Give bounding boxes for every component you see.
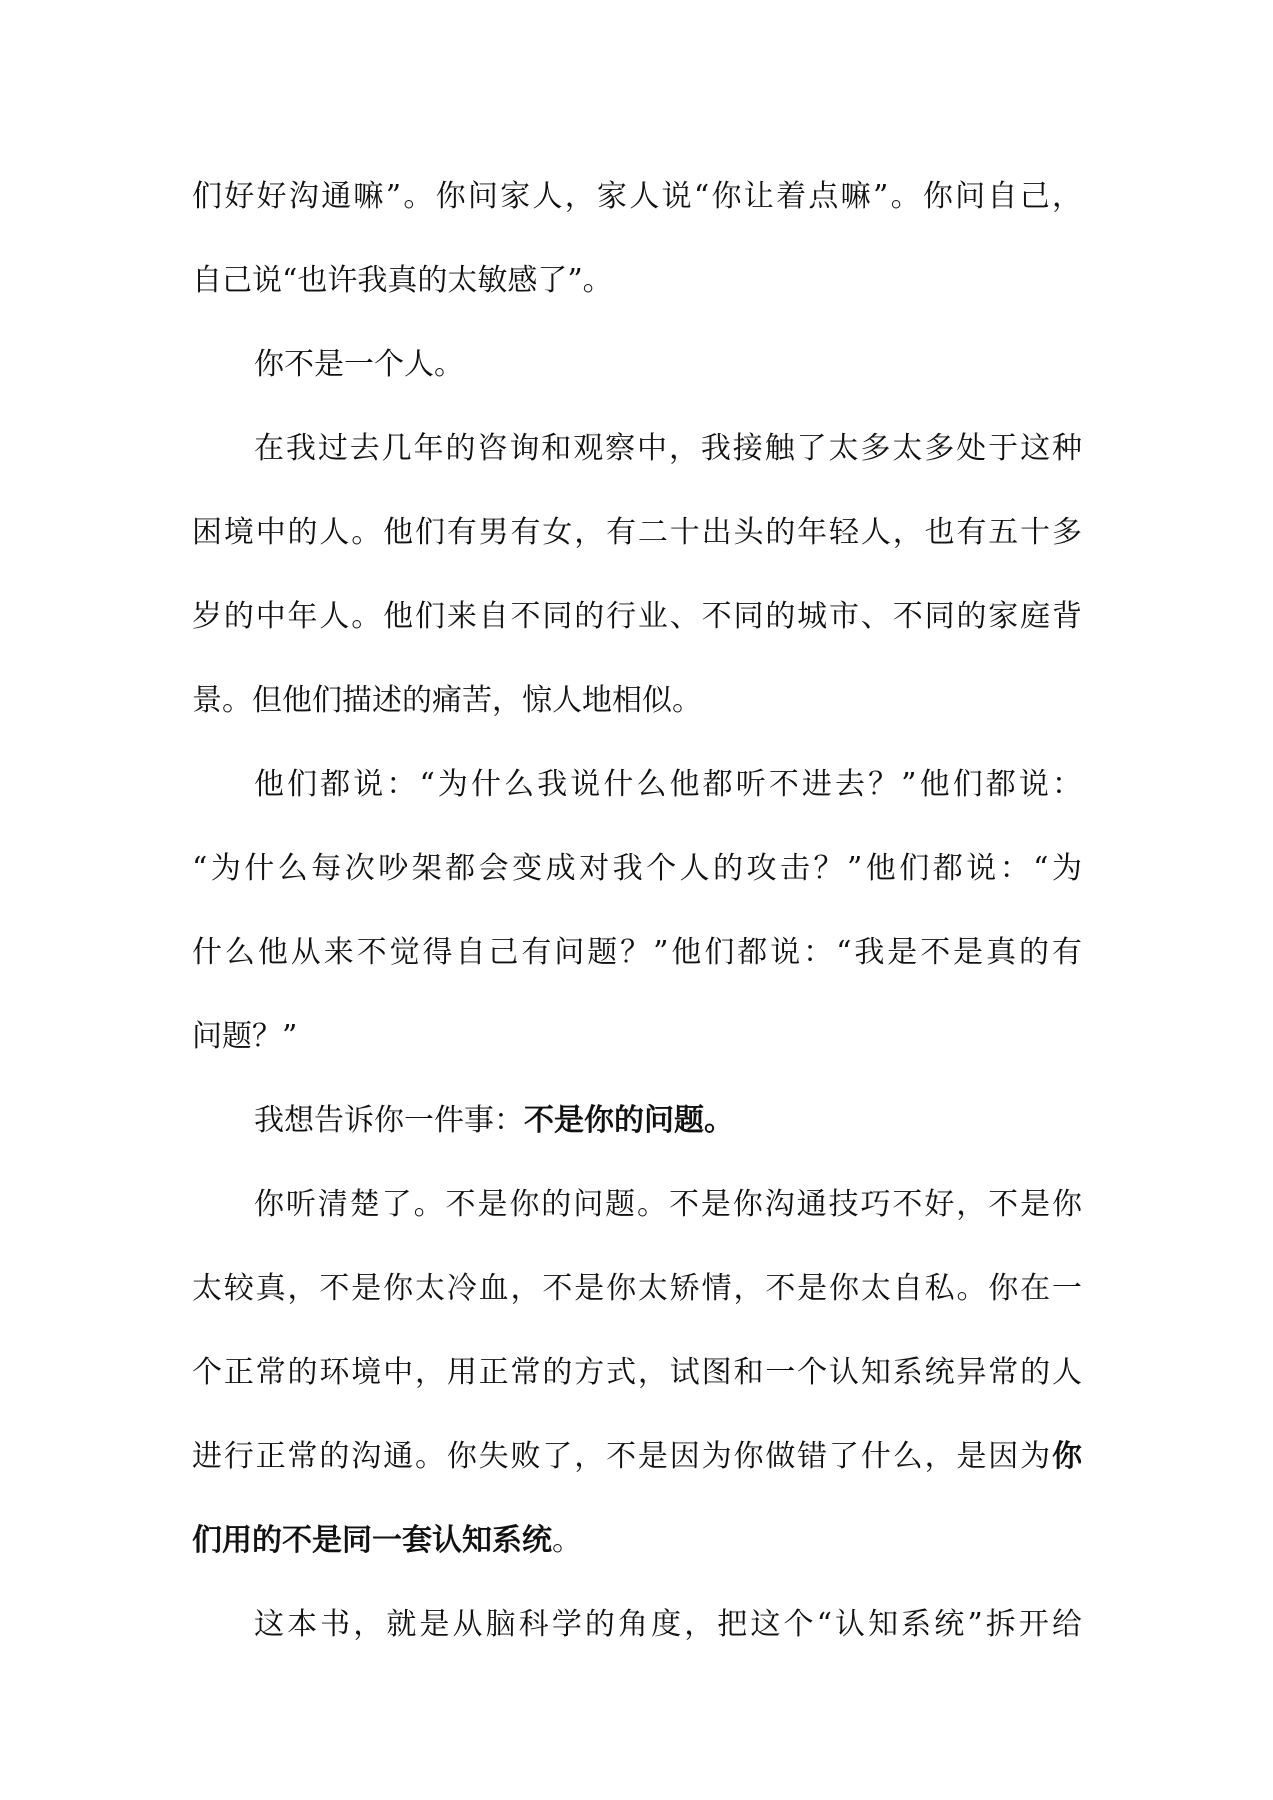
bold-emphasis: 们用的不是同一套认知系统: [192, 1523, 552, 1558]
document-page: [192, 162, 1082, 1674]
text-line: 岁的中年人。他们来自不同的行业、不同的城市、不同的家庭背: [192, 599, 1082, 634]
text-line: 什么他从来不觉得自己有问题？”他们都说：“我是不是真的有: [192, 935, 1082, 970]
text-line: 困境中的人。他们有男有女，有二十出头的年轻人，也有五十多: [192, 515, 1082, 550]
text-line: 们用的不是同一套认知系统。: [192, 1523, 582, 1558]
paragraph-line: 他们都说：“为什么我说什么他都听不进去？”他们都说：: [254, 767, 1082, 802]
paragraph-line: 我想告诉你一件事：不是你的问题。: [254, 1103, 734, 1138]
text-line: “为什么每次吵架都会变成对我个人的攻击？”他们都说：“为: [192, 851, 1082, 886]
bold-emphasis: 不是你的问题。: [524, 1103, 734, 1138]
paragraph-line: 你听清楚了。不是你的问题。不是你沟通技巧不好，不是你: [254, 1187, 1082, 1222]
text-line: 景。但他们描述的痛苦，惊人地相似。: [192, 683, 702, 718]
text-line: 问题？”: [192, 1019, 298, 1054]
paragraph-line: 这本书，就是从脑科学的角度，把这个“认知系统”拆开给: [254, 1607, 1082, 1642]
text-line: 们好好沟通嘛”。你问家人，家人说“你让着点嘛”。你问自己，: [192, 179, 1082, 214]
paragraph-line: 在我过去几年的咨询和观察中，我接触了太多太多处于这种: [254, 431, 1082, 466]
paragraph-line: 你不是一个人。: [254, 347, 464, 382]
text-line: 太较真，不是你太冷血，不是你太矫情，不是你太自私。你在一: [192, 1271, 1082, 1306]
text-line: 个正常的环境中，用正常的方式，试图和一个认知系统异常的人: [192, 1355, 1082, 1390]
text-line: 自己说“也许我真的太敏感了”。: [192, 263, 613, 298]
text-line: 进行正常的沟通。你失败了，不是因为你做错了什么，是因为你: [192, 1439, 1082, 1474]
bold-emphasis: 你: [1052, 1439, 1082, 1474]
